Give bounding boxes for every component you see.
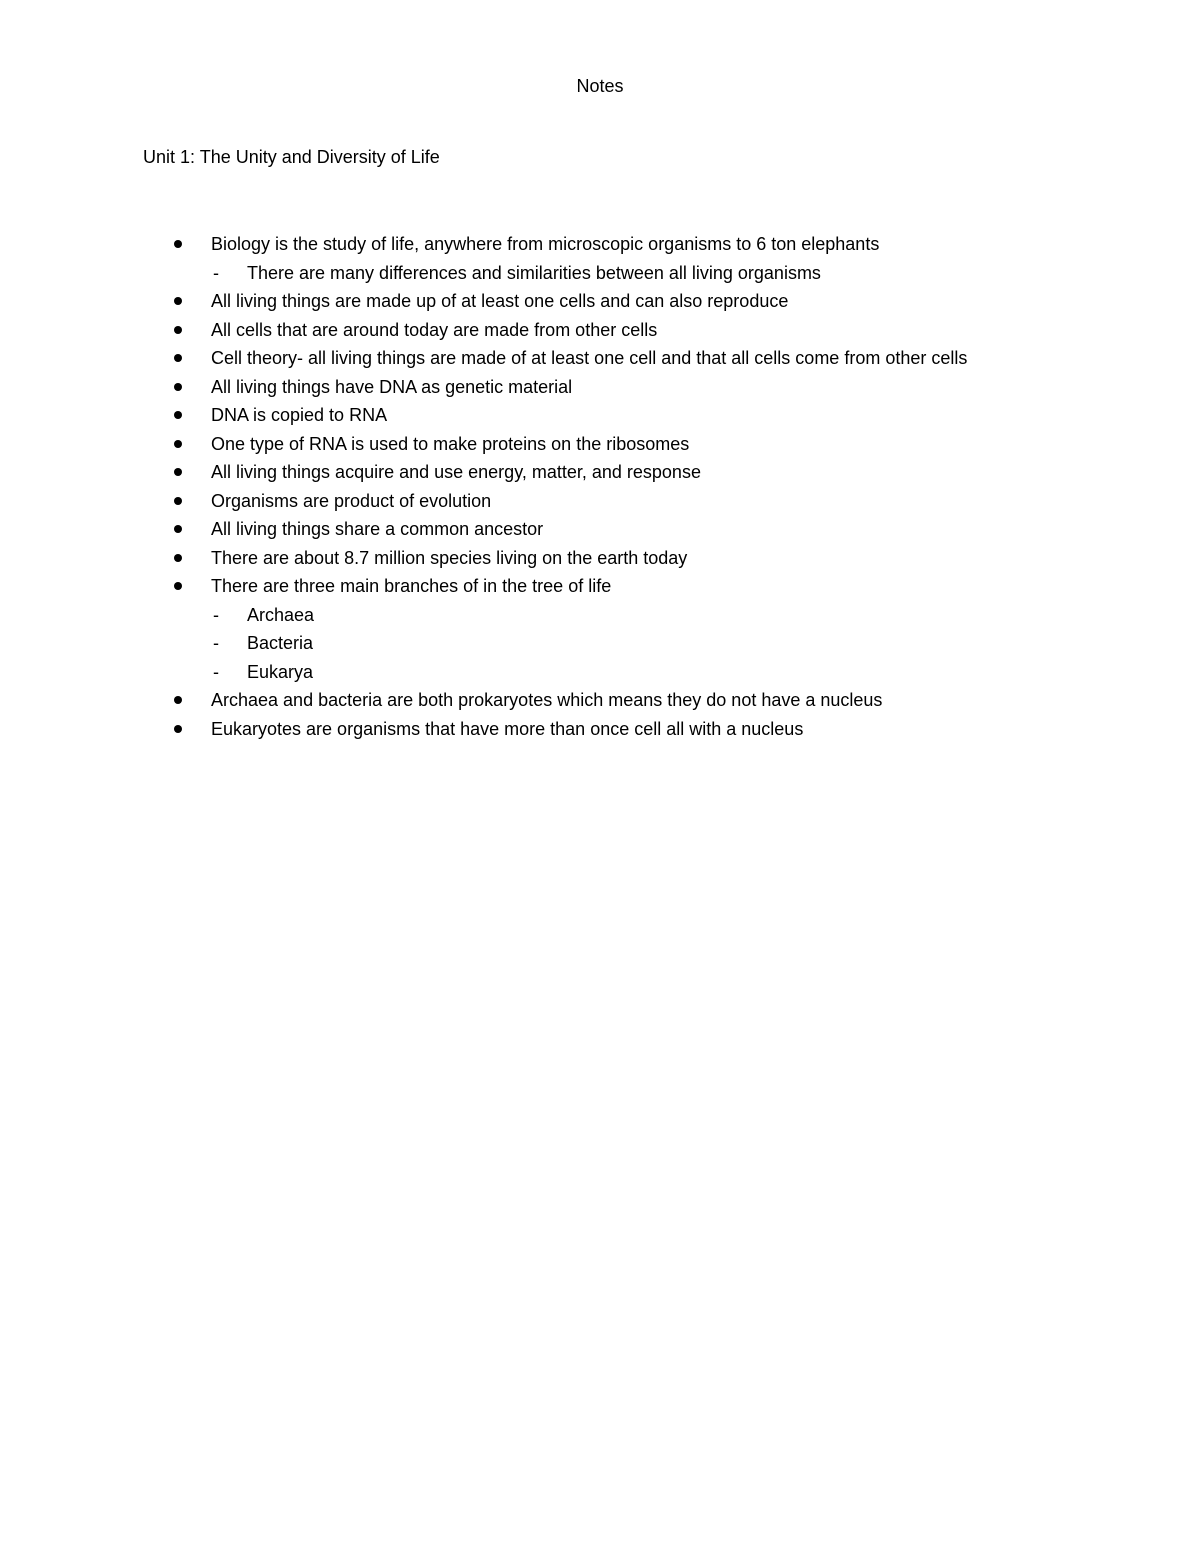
dash-icon: - (213, 262, 219, 283)
list-item (170, 373, 1170, 402)
list-item-text: Cell theory- all living things are made of at least one cell and that all cells come from other cells (211, 348, 968, 368)
list-item (170, 316, 1170, 345)
notes-list (170, 230, 1170, 743)
sub-list-item-text: Archaea (247, 604, 315, 625)
sub-list-item-text: Bacteria (247, 633, 314, 653)
sub-list-item (170, 629, 1170, 658)
dash-icon: - (213, 633, 219, 653)
list-item-text: Archaea and bacteria are both prokaryotes which means they do not have a nucleus (211, 690, 883, 710)
list-item (170, 544, 1170, 573)
list-item (170, 487, 1170, 516)
list-item-text: All living things share a common ancestor (211, 519, 544, 539)
bullet-icon (174, 240, 182, 248)
bullet-icon (174, 297, 182, 305)
list-item-text: Biology is the study of life, anywhere from microscopic organisms to 6 ton elephants (211, 234, 880, 254)
dash-icon: - (213, 604, 219, 625)
bullet-icon (174, 497, 182, 505)
list-item (170, 572, 1170, 601)
unit-heading: Unit 1: The Unity and Diversity of Life (143, 147, 440, 167)
dash-icon: - (213, 661, 219, 682)
sub-list-item (170, 658, 1170, 687)
list-item (170, 430, 1170, 459)
list-item-text: Organisms are product of evolution (211, 490, 492, 511)
list-item-text: All living things are made up of at least one cells and can also reproduce (211, 291, 789, 311)
list-item (170, 287, 1170, 316)
document-title: Notes (576, 76, 624, 96)
list-item (170, 401, 1170, 430)
list-item-text: All cells that are around today are made from other cells (211, 319, 658, 340)
list-item (170, 715, 1170, 744)
list-item-text: One type of RNA is used to make proteins on the ribosomes (211, 433, 690, 454)
list-item-text: There are three main branches of in the tree of life (211, 576, 612, 596)
list-item (170, 230, 1170, 259)
sub-list-item-text: Eukarya (247, 661, 314, 682)
list-item-text: Eukaryotes are organisms that have more than once cell all with a nucleus (211, 718, 804, 739)
list-item-text: There are about 8.7 million species living on the earth today (211, 547, 688, 568)
list-item (170, 686, 1170, 715)
sub-list-item (170, 259, 1170, 288)
sub-list-item-text: There are many differences and similarities between all living organisms (247, 262, 821, 283)
bullet-icon (174, 354, 182, 362)
bullet-icon (174, 440, 182, 448)
bullet-icon (174, 468, 182, 476)
bullet-icon (174, 725, 182, 733)
list-item-text: All living things acquire and use energy, matter, and response (211, 462, 701, 482)
list-item-text: DNA is copied to RNA (211, 405, 388, 425)
bullet-icon (174, 383, 182, 391)
bullet-icon (174, 696, 182, 704)
list-item-text: All living things have DNA as genetic material (211, 376, 573, 397)
list-item (170, 344, 1170, 373)
bullet-icon (174, 582, 182, 590)
bullet-icon (174, 411, 182, 419)
sub-list-item (170, 601, 1170, 630)
bullet-icon (174, 525, 182, 533)
bullet-icon (174, 554, 182, 562)
list-item (170, 515, 1170, 544)
bullet-icon (174, 326, 182, 334)
list-item (170, 458, 1170, 487)
